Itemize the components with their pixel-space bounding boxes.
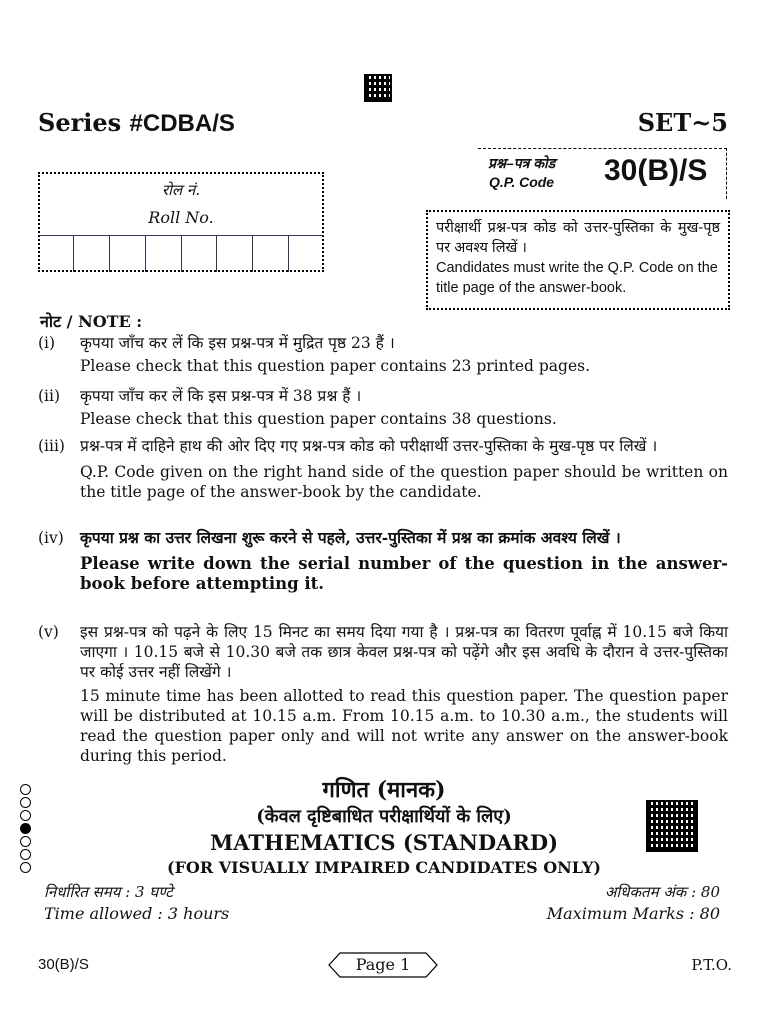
roll-label-hindi: रोल नं. [161,181,201,199]
roll-cell[interactable] [110,235,146,272]
time-allowed-english: Time allowed : 3 hours [44,904,230,923]
roll-cell[interactable] [74,235,110,272]
candidate-instruction-hindi: परीक्षार्थी प्रश्न-पत्र कोड को उत्तर-पुस्तिका के मुख-पृष्ठ पर अवश्य लिखें । [436,220,720,256]
roll-cell[interactable] [253,235,289,272]
note-title: नोट / NOTE : [40,312,143,331]
roll-cell[interactable] [217,235,253,272]
series-label: Series #CDBA/S [38,108,235,137]
note-item: (iii) प्रश्न-पत्र में दाहिने हाथ की ओर दिए गए प्रश्न-पत्र कोड को परीक्षार्थी उत्तर-पुस्तिका के मुख-पृष्ठ पर लिखें । Q.P. Code given on the right hand side of the question paper should be written on the title page of the answer-book by the candidate. [38,437,728,501]
subject-subtitle-english: (FOR VISUALLY IMPAIRED CANDIDATES ONLY) [167,858,601,877]
note-item: (i) कृपया जाँच कर लें कि इस प्रश्न-पत्र में मुद्रित पृष्ठ 23 हैं । Please check that this question paper contains 23 printed pages. [38,334,591,375]
roll-cell[interactable] [146,235,182,272]
candidate-instruction-english: Candidates must write the Q.P. Code on the title page of the answer-book. [436,260,718,296]
page-number: Page 1 [355,955,411,974]
qp-code-value: 30(B)/S [604,154,708,187]
series-code: #CDBA/S [129,110,235,137]
subject-qr-code [646,800,698,852]
subject-subtitle-hindi: (केवल दृष्टिबाधित परीक्षार्थियों के लिए) [256,806,512,827]
page-number-tag [328,952,438,978]
time-allowed-hindi: निर्धारित समय : 3 घण्टे [44,883,173,901]
note-item: (v) इस प्रश्न-पत्र को पढ़ने के लिए 15 मिनट का समय दिया गया है । प्रश्न-पत्र का वितरण पूर्वाह्न में 10.15 बजे किया जाएगा । 10.15 बजे से 10.30 बजे तक छात्र केवल प्रश्न-पत्र को पढ़ेंगे और इस अवधि के दौरान वे उत्तर-पुस्तिका पर कोई उत्तर नहीं लिखेंगे । 15 minute time has been allotted to read this question paper. The question paper will be distributed at 10.15 a.m. From 10.15 a.m. to 10.30 a.m., the students will read the question paper only and will not write any answer on the answer-book during this period. [38,623,728,765]
candidate-instruction-box [426,210,730,310]
top-qr-code [364,74,392,102]
roll-cell[interactable] [182,235,218,272]
footer-code: 30(B)/S [38,956,89,973]
roll-label-english: Roll No. [148,208,214,227]
pto-label: P.T.O. [691,956,732,974]
max-marks-english: Maximum Marks : 80 [546,904,720,923]
subject-title-english: MATHEMATICS (STANDARD) [209,830,559,855]
roll-cell[interactable] [289,235,324,272]
note-item: (iv) कृपया प्रश्न का उत्तर लिखना शुरू करने से पहले, उत्तर-पुस्तिका में प्रश्न का क्रमांक अवश्य लिखें । Please write down the serial number of the question in the answer-book before attempting it. [38,528,728,593]
qp-code-label: प्रश्न–पत्र कोड Q.P. Code [488,155,556,190]
roll-cell[interactable] [38,235,74,272]
note-item: (ii) कृपया जाँच कर लें कि इस प्रश्न-पत्र में 38 प्रश्न हैं । Please check that this question paper contains 38 questions. [38,387,557,428]
max-marks-hindi: अधिकतम अंक : 80 [604,883,720,901]
roll-number-cells[interactable] [38,235,324,272]
subject-title-hindi: गणित (मानक) [322,777,446,803]
set-number: SET~5 [637,108,728,137]
